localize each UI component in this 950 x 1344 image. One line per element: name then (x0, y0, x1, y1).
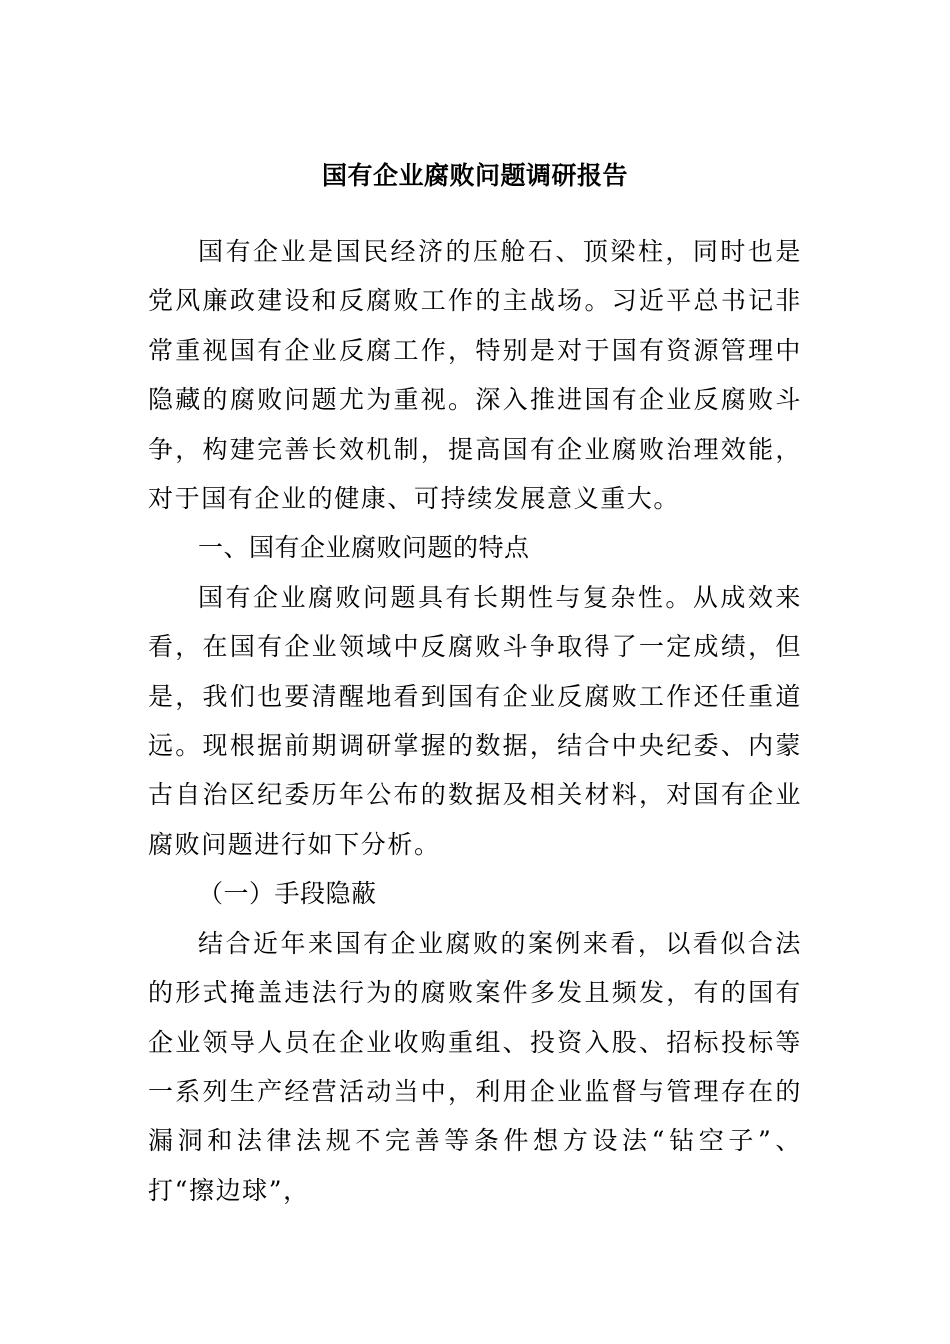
section-paragraph: 国有企业腐败问题具有长期性与复杂性。从成效来看，在国有企业领域中反腐败斗争取得了一定成绩，但是，我们也要清醒地看到国有企业反腐败工作还任重道远。现根据前期调研掌握的数据，结合中央纪委、内蒙古自治区纪委历年公布的数据及相关材料，对国有企业腐败问题进行如下分析。 (148, 582, 802, 859)
document-body (148, 227, 802, 1215)
subsection-heading: （一）手段隐蔽 (198, 879, 377, 909)
intro-paragraph: 国有企业是国民经济的压舱石、顶梁柱，同时也是党风廉政建设和反腐败工作的主战场。习近平总书记非常重视国有企业反腐工作，特别是对于国有资源管理中隐藏的腐败问题尤为重视。深入推进国有企业反腐败斗争，构建完善长效机制，提高国有企业腐败治理效能，对于国有企业的健康、可持续发展意义重大。 (148, 237, 802, 514)
section-heading: 一、国有企业腐败问题的特点 (198, 533, 530, 563)
document-title: 国有企业腐败问题调研报告 (321, 161, 628, 190)
subsection-paragraph: 结合近年来国有企业腐败的案例来看，以看似合法的形式掩盖违法行为的腐败案件多发且频发，有的国有企业领导人员在企业收购重组、投资入股、招标投标等一系列生产经营活动当中，利用企业监督与管理存在的漏洞和法律法规不完善等条件想方设法“钻空子”、打“擦边球”， (148, 928, 802, 1205)
